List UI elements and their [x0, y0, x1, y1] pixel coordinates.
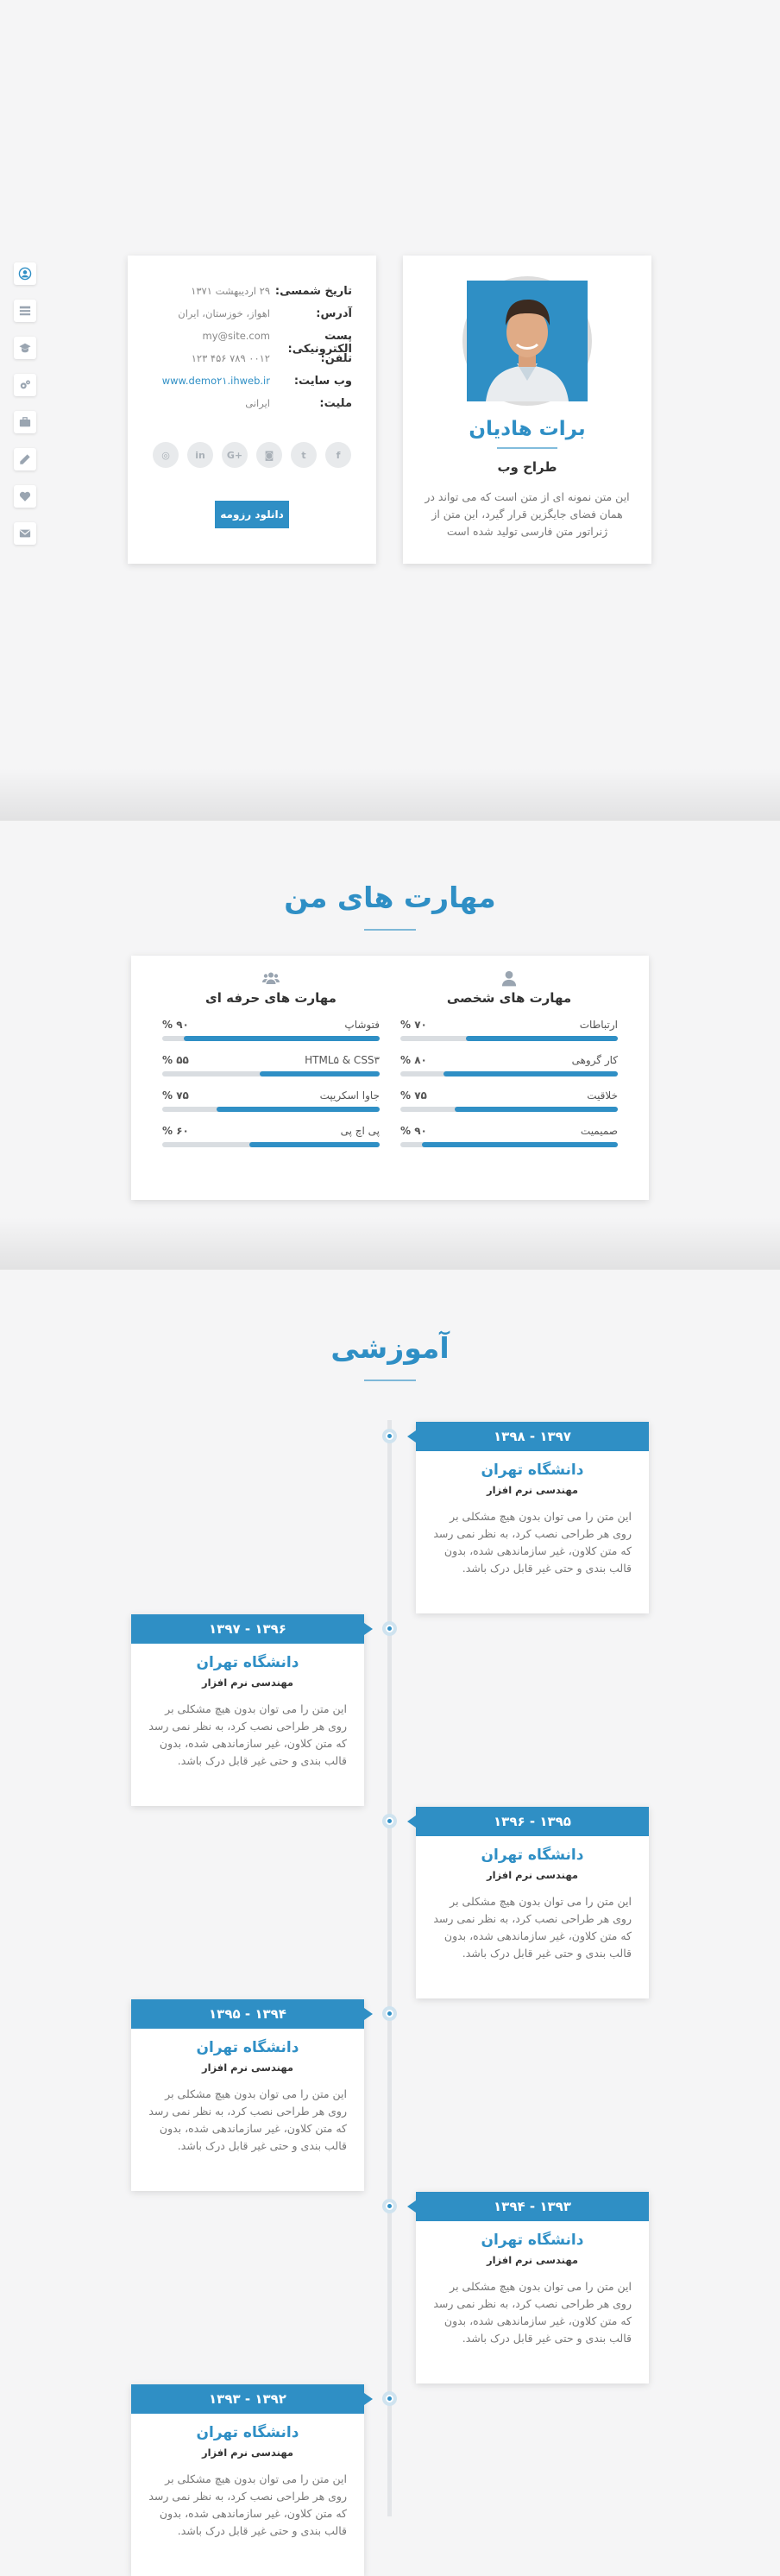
avatar-photo [467, 281, 588, 401]
education-item [416, 2192, 649, 2383]
linkedin-icon[interactable]: in [187, 442, 213, 468]
google-plus-icon[interactable]: G+ [222, 442, 248, 468]
timeline-dot [382, 1621, 397, 1636]
education-degree: مهندسی نرم افزار [201, 2447, 294, 2459]
skills-title: مهارت های من [284, 881, 496, 914]
skill-bar-fill [466, 1036, 618, 1041]
info-row-phone [152, 352, 352, 375]
education-description: این متن را می توان بدون هیچ مشکلی بر روی هر طراحی نصب کرد، به نظر نمی رسد که متن کلاون، غیر سازماندهی شده، بدون قالب بندی و حتی غیر قابل درک باشد. [433, 1895, 632, 1960]
skill-name: ارتباطات [579, 1019, 618, 1031]
skill-item [162, 1125, 380, 1147]
skill-bar-fill [422, 1142, 618, 1147]
profile-name: برات هادیان [469, 418, 586, 440]
skill-item [400, 1019, 618, 1041]
education-item [131, 2384, 364, 2576]
nav-favorites-button[interactable] [14, 485, 36, 508]
gears-icon [19, 379, 31, 391]
user-icon [500, 969, 518, 987]
section-shadow [0, 768, 780, 820]
skill-item [162, 1054, 380, 1076]
skill-percent: % ۷۰ [400, 1019, 427, 1031]
education-description: این متن را می توان بدون هیچ مشکلی بر روی هر طراحی نصب کرد، به نظر نمی رسد که متن کلاون، غیر سازماندهی شده، بدون قالب بندی و حتی غیر قابل درک باشد. [433, 1510, 632, 1575]
skill-item [162, 1089, 380, 1112]
nav-skills-button[interactable] [14, 374, 36, 396]
education-years: ۱۳۹۴ - ۱۳۹۳ [416, 2192, 649, 2221]
info-label: وب سایت: [293, 375, 352, 388]
education-school: دانشگاه تهران [481, 1462, 584, 1479]
professional-skills [162, 969, 380, 1147]
download-cv-button[interactable]: دانلود رزومه [215, 501, 289, 528]
info-value: my@site.com [202, 330, 270, 342]
skill-bar [162, 1142, 380, 1147]
profile-bio: این متن نمونه ای از متن است که می تواند در همان فضای جایگزین قرار گیرد، این متن از ژنراتور متن فارسی تولید شده است [425, 490, 630, 538]
education-school: دانشگاه تهران [481, 1847, 584, 1864]
resume-icon [19, 305, 31, 317]
education-years: ۱۳۹۸ - ۱۳۹۷ [416, 1422, 649, 1451]
skill-item [400, 1089, 618, 1112]
skill-item [162, 1019, 380, 1041]
skill-bar-fill [184, 1036, 380, 1041]
nav-blog-button[interactable] [14, 448, 36, 470]
instagram-icon[interactable]: ◙ [256, 442, 282, 468]
section-divider [0, 820, 780, 821]
skill-percent: % ۹۰ [162, 1019, 189, 1031]
skill-item [400, 1125, 618, 1147]
profile-role: طراح وب [497, 459, 557, 475]
info-row-email [152, 330, 352, 356]
dribbble-icon[interactable]: ◎ [153, 442, 179, 468]
info-row-birthdate [152, 285, 352, 307]
user-icon [19, 268, 31, 280]
skill-bar [400, 1071, 618, 1076]
side-nav [14, 262, 38, 559]
section-divider [0, 1269, 780, 1270]
education-item [416, 1807, 649, 1998]
timeline-axis [387, 1420, 392, 2516]
envelope-icon [19, 527, 31, 540]
professional-skills-title: مهارت های حرفه ای [205, 990, 337, 1006]
skill-name: فتوشاپ [344, 1019, 380, 1031]
education-degree: مهندسی نرم افزار [486, 1484, 579, 1496]
info-value: ۰۰۱۲ ۷۸۹ ۴۵۶ ۱۲۳ [191, 352, 270, 364]
info-list [152, 285, 352, 420]
education-item [131, 1614, 364, 1806]
skill-bar [162, 1071, 380, 1076]
education-description: این متن را می توان بدون هیچ مشکلی بر روی هر طراحی نصب کرد، به نظر نمی رسد که متن کلاون، غیر سازماندهی شده، بدون قالب بندی و حتی غیر قابل درک باشد. [433, 2280, 632, 2345]
graduation-cap-icon [19, 342, 31, 354]
timeline-dot [382, 1814, 397, 1828]
info-value: ایرانی [245, 397, 270, 409]
education-school: دانشگاه تهران [481, 2232, 584, 2249]
skill-item [400, 1054, 618, 1076]
education-years: ۱۳۹۷ - ۱۳۹۶ [131, 1614, 364, 1644]
skill-percent: % ۷۵ [162, 1089, 189, 1102]
education-years: ۱۳۹۳ - ۱۳۹۲ [131, 2384, 364, 2414]
info-row-address [152, 307, 352, 330]
nav-education-button[interactable] [14, 337, 36, 359]
education-description: این متن را می توان بدون هیچ مشکلی بر روی هر طراحی نصب کرد، به نظر نمی رسد که متن کلاون، غیر سازماندهی شده، بدون قالب بندی و حتی غیر قابل درک باشد. [148, 2472, 347, 2537]
nav-resume-button[interactable] [14, 300, 36, 322]
timeline-dot [382, 2199, 397, 2213]
info-label: تلفن: [320, 352, 352, 365]
skills-title-underline [364, 929, 416, 931]
skill-bar-fill [217, 1107, 380, 1112]
name-divider [497, 447, 557, 449]
education-degree: مهندسی نرم افزار [486, 2254, 579, 2266]
personal-skills [400, 969, 618, 1147]
skill-name: پی اچ پی [340, 1125, 380, 1137]
info-label: پست الکترونیکی: [287, 330, 352, 356]
skill-percent: % ۵۵ [162, 1054, 189, 1066]
education-years: ۱۳۹۵ - ۱۳۹۴ [131, 1999, 364, 2029]
education-degree: مهندسی نرم افزار [201, 1676, 294, 1689]
skill-percent: % ۶۰ [162, 1125, 189, 1137]
skill-percent: % ۹۰ [400, 1125, 427, 1137]
skill-percent: % ۸۰ [400, 1054, 427, 1066]
education-title-underline [364, 1380, 416, 1381]
timeline-dot [382, 2006, 397, 2021]
info-value: اهواز، خوزستان، ایران [178, 307, 270, 319]
education-school: دانشگاه تهران [196, 2424, 299, 2441]
education-title: آموزشی [330, 1331, 450, 1365]
skill-name: HTML۵ & CSS۳ [305, 1054, 380, 1066]
info-row-website [152, 375, 352, 397]
skill-bar [162, 1107, 380, 1112]
skill-name: خلاقیت [587, 1089, 618, 1102]
users-icon [262, 969, 280, 987]
nav-contact-button[interactable] [14, 522, 36, 545]
skill-bar-fill [260, 1071, 380, 1076]
education-degree: مهندسی نرم افزار [486, 1869, 579, 1881]
website-link[interactable]: www.demo۲۱.ihweb.ir [161, 375, 270, 387]
avatar [462, 276, 592, 406]
info-row-nationality [152, 397, 352, 420]
personal-info-card [128, 256, 376, 564]
education-item [416, 1422, 649, 1613]
personal-skills-header [400, 969, 618, 1006]
education-school: دانشگاه تهران [196, 2039, 299, 2056]
facebook-icon[interactable]: f [325, 442, 351, 468]
timeline-dot [382, 1429, 397, 1443]
pencil-icon [19, 453, 31, 465]
nav-profile-button[interactable] [14, 262, 36, 285]
education-school: دانشگاه تهران [196, 1654, 299, 1671]
skill-bar [162, 1036, 380, 1041]
education-degree: مهندسی نرم افزار [201, 2061, 294, 2074]
briefcase-icon [19, 416, 31, 428]
info-value: ۲۹ اردیبهشت ۱۳۷۱ [191, 285, 270, 297]
skill-name: جاوا اسکریپت [319, 1089, 380, 1102]
education-years: ۱۳۹۶ - ۱۳۹۵ [416, 1807, 649, 1836]
heart-icon [19, 490, 31, 502]
education-item [131, 1999, 364, 2191]
skill-bar-fill [249, 1142, 380, 1147]
info-label: تاریخ شمسی: [274, 285, 352, 298]
social-links [128, 442, 376, 468]
skill-bar-fill [455, 1107, 618, 1112]
skill-bar-fill [443, 1071, 618, 1076]
skills-card [131, 956, 649, 1200]
personal-skills-title: مهارت های شخصی [446, 990, 572, 1006]
skill-bar [400, 1036, 618, 1041]
skill-bar [400, 1107, 618, 1112]
skill-bar [400, 1142, 618, 1147]
skill-name: صمیمیت [580, 1125, 618, 1137]
info-label: آدرس: [316, 307, 352, 320]
nav-portfolio-button[interactable] [14, 411, 36, 433]
info-label: ملیت: [319, 397, 352, 410]
education-description: این متن را می توان بدون هیچ مشکلی بر روی هر طراحی نصب کرد، به نظر نمی رسد که متن کلاون، غیر سازماندهی شده، بدون قالب بندی و حتی غیر قابل درک باشد. [148, 1702, 347, 1767]
section-shadow [0, 1217, 780, 1269]
timeline-dot [382, 2391, 397, 2406]
skill-percent: % ۷۵ [400, 1089, 427, 1102]
twitter-icon[interactable]: t [291, 442, 317, 468]
professional-skills-header [162, 969, 380, 1006]
profile-card [403, 256, 651, 564]
skill-name: کار گروهی [571, 1054, 618, 1066]
education-description: این متن را می توان بدون هیچ مشکلی بر روی هر طراحی نصب کرد، به نظر نمی رسد که متن کلاون، غیر سازماندهی شده، بدون قالب بندی و حتی غیر قابل درک باشد. [148, 2087, 347, 2152]
